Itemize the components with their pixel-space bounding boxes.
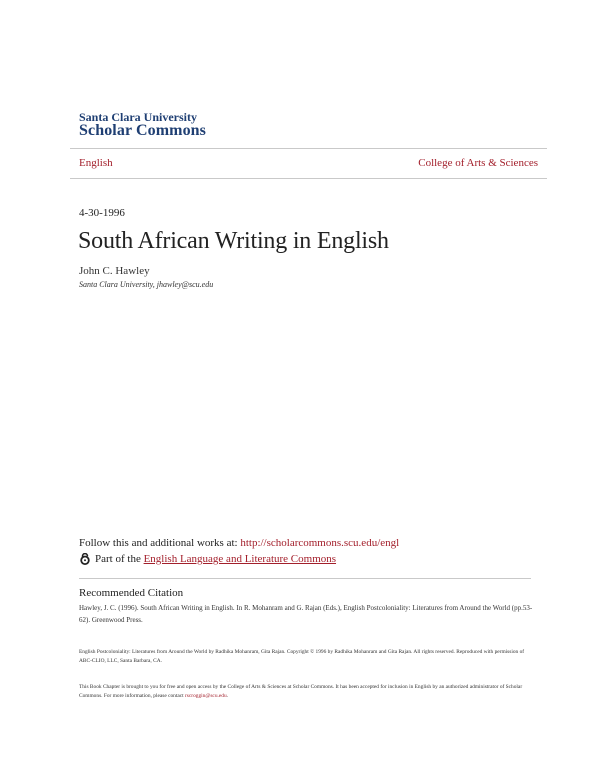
follow-line bbox=[79, 537, 399, 549]
document-title: South African Writing in English bbox=[78, 228, 389, 254]
partof-label: Part of the bbox=[95, 553, 141, 565]
commons-link[interactable]: English Language and Literature Commons bbox=[143, 553, 337, 565]
divider-top bbox=[70, 148, 547, 149]
follow-label: Follow this and additional works at: bbox=[79, 537, 241, 549]
disclaimer bbox=[79, 683, 534, 701]
publication-date: 4-30-1996 bbox=[79, 207, 125, 219]
disclaimer-end: . bbox=[226, 693, 228, 699]
open-access-icon bbox=[79, 553, 91, 565]
author-name: John C. Hawley bbox=[79, 265, 150, 277]
copyright-notice: English Postcoloniality: Literatures from Around the World by Radhika Mohanram, Gita Rajan. Copyright © 1996 by Radhika Mohanram and Gita Rajan. All rights reserved. Reproduced with permission of ABC-CLIO, LLC, Santa Barbara, CA. bbox=[79, 649, 525, 664]
recommended-citation-heading: Recommended Citation bbox=[79, 587, 184, 599]
repository-name[interactable]: Scholar Commons bbox=[79, 122, 206, 139]
disclaimer-text: This Book Chapter is brought to you for free and open access by the College of Arts & Sciences at Scholar Commons. It has been accepted for inclusion in English by an authorized administrator of Scholar Commons. For more information, please contact bbox=[79, 684, 523, 699]
university-name: Santa Clara University bbox=[79, 110, 197, 124]
author-affiliation: Santa Clara University, jhawley@scu.edu bbox=[79, 280, 214, 289]
partof-line bbox=[79, 553, 336, 565]
contact-email-link[interactable]: rscroggin@scu.edu bbox=[185, 693, 227, 699]
divider-citation bbox=[79, 578, 531, 579]
divider-nav bbox=[70, 178, 547, 179]
college-link[interactable]: College of Arts & Sciences bbox=[418, 157, 538, 169]
department-link[interactable]: English bbox=[79, 157, 113, 169]
citation-text: Hawley, J. C. (1996). South African Writing in English. In R. Mohanram and G. Rajan (Eds.), English Postcoloniality: Literatures from Around the World (pp.53-62). Greenwood Press. bbox=[79, 604, 533, 624]
follow-url-link[interactable]: http://scholarcommons.scu.edu/engl bbox=[240, 537, 400, 549]
